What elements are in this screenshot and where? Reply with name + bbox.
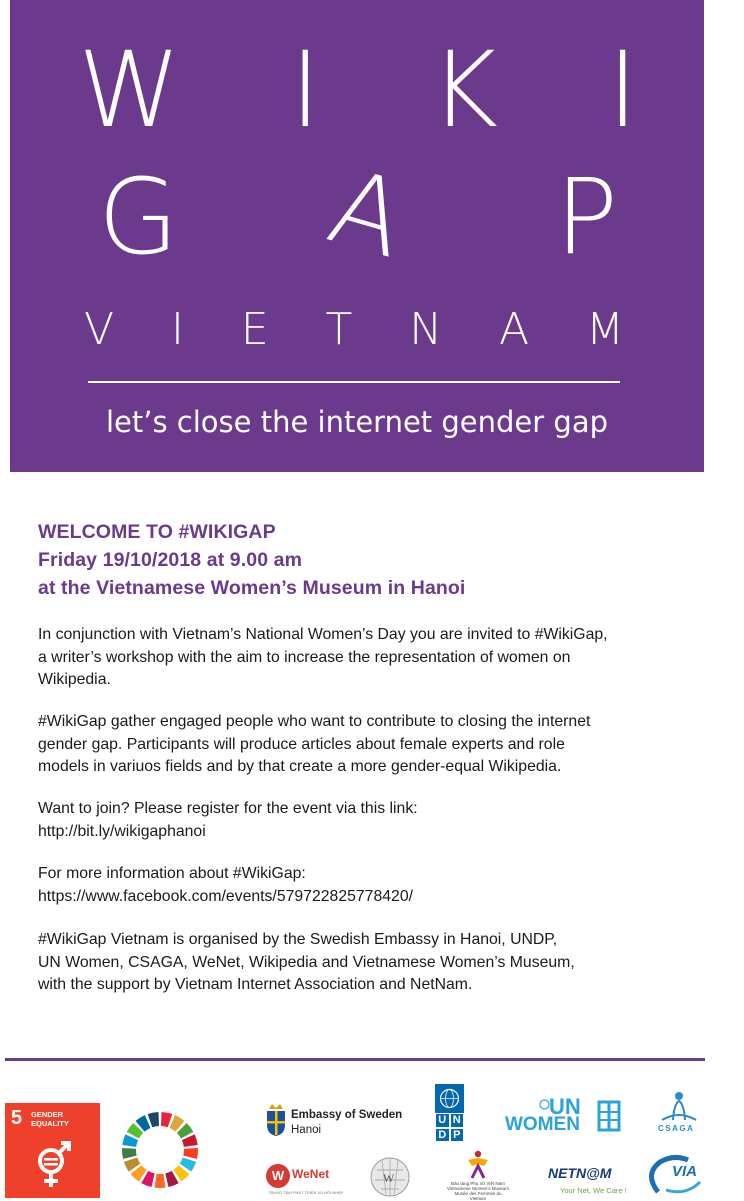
text-line: with the support by Vietnam Internet Association and NetNam.: [38, 976, 473, 993]
title-letter: P: [555, 156, 618, 278]
swedish-crest-icon: [264, 1103, 288, 1137]
undp-letter: D: [435, 1128, 450, 1143]
title-letter: A: [499, 304, 530, 355]
title-letter-tilted: A: [317, 144, 420, 282]
title-vietnam: [84, 304, 624, 356]
sdg-wheel-segment: [183, 1148, 198, 1159]
un-globe-icon: [438, 1087, 461, 1110]
text-line: #WikiGap Vietnam is organised by the Swedish Embassy in Hanoi, UNDP,: [38, 931, 558, 948]
heading-line: WELCOME TO #WIKIGAP: [38, 521, 276, 543]
banner-divider: [88, 381, 620, 383]
title-letter: I: [607, 29, 638, 151]
sdg-label: GENDER: [31, 1110, 64, 1119]
sdg-wheel-segment: [155, 1174, 166, 1188]
sweden-embassy-name: Embassy of Sweden: [291, 1109, 403, 1121]
title-gap: [78, 144, 638, 282]
museum-name: Bảo tàng Phụ nữ Việt Nam Vietnamese Women’s Museum Musée des Femmes du Vietnam: [446, 1181, 510, 1201]
text-line: Wikipedia.: [38, 671, 111, 688]
register-paragraph: [38, 798, 698, 843]
sdg-wheel-icon: [120, 1110, 200, 1190]
title-letter: G: [98, 156, 179, 278]
title-letter: I: [170, 304, 184, 355]
banner-tagline: let’s close the internet gender gap: [105, 405, 609, 439]
footer-divider: [5, 1058, 705, 1061]
netnam-tagline: Your Net, We Care !: [560, 1186, 627, 1195]
gender-equality-icon: [33, 1139, 73, 1191]
heading-line: Friday 19/10/2018 at 9.00 am: [38, 549, 303, 571]
facebook-event-link[interactable]: https://www.facebook.com/events/579722825778420/: [38, 887, 413, 905]
text-line: In conjunction with Vietnam’s National Women’s Day you are invited to #WikiGap,: [38, 626, 608, 643]
more-info-paragraph: [38, 863, 698, 908]
via-name: VIA: [672, 1163, 698, 1180]
sdg-label: EQUALITY: [31, 1119, 69, 1128]
csaga-figure-icon: [656, 1090, 702, 1124]
wenet-subtitle: TRUNG TÂM PHÁT TRIỂN VÀ HỘI NHẬP: [268, 1190, 344, 1195]
title-letter: V: [84, 304, 115, 355]
text-line: gender gap. Participants will produce articles about female experts and role: [38, 735, 565, 753]
un-women-line1: UN: [549, 1094, 581, 1119]
text-line: models in variuos fields and by that create a more gender-equal Wikipedia.: [38, 758, 562, 775]
undp-letter: N: [450, 1113, 465, 1128]
title-wiki: [78, 29, 638, 151]
text-line: For more information about #WikiGap:: [38, 865, 306, 882]
register-link[interactable]: http://bit.ly/wikigaphanoi: [38, 822, 206, 840]
title-letter: I: [290, 29, 321, 151]
sdg5-logo: [5, 1103, 100, 1198]
intro-paragraph: [38, 624, 698, 692]
title-letter: M: [585, 304, 624, 355]
un-women-line2: WOMEN: [505, 1114, 580, 1135]
text-line: UN Women, CSAGA, WeNet, Wikipedia and Vietnamese Women’s Museum,: [38, 953, 575, 971]
csaga-name: CSAGA: [658, 1124, 695, 1133]
title-letter: W: [78, 29, 181, 151]
museum-figure-icon: [462, 1150, 494, 1180]
sweden-embassy-city: Hanoi: [291, 1124, 322, 1136]
organisers-paragraph: [38, 929, 698, 997]
undp-letter: P: [450, 1128, 465, 1143]
sdg-wheel-segment: [161, 1112, 172, 1127]
about-paragraph: [38, 711, 698, 779]
via-swoosh-icon: [646, 1152, 706, 1196]
undp-letter: U: [435, 1113, 450, 1128]
event-heading: [38, 518, 465, 602]
wenet-mark: W: [266, 1164, 290, 1188]
heading-line: at the Vietnamese Women’s Museum in Hanoi: [38, 577, 466, 599]
text-line: #WikiGap gather engaged people who want to contribute to closing the internet: [38, 713, 591, 730]
text-line: a writer’s workshop with the aim to increase the representation of women on: [38, 648, 571, 666]
title-letter: T: [325, 304, 353, 355]
undp-logo: [435, 1084, 464, 1142]
un-women-mark-icon: [597, 1100, 621, 1132]
title-letter: K: [429, 29, 499, 151]
text-line: Want to join? Please register for the event via this link:: [38, 800, 418, 817]
wikipedia-globe-icon: [369, 1156, 411, 1198]
sdg-number: 5: [11, 1107, 23, 1129]
svg-text:W: W: [383, 1171, 395, 1185]
sdg-wheel-segment: [122, 1148, 137, 1159]
title-letter: N: [409, 304, 443, 355]
wenet-name: WeNet: [292, 1167, 330, 1181]
sdg-wheel-segment: [148, 1112, 159, 1127]
title-letter: E: [240, 304, 269, 355]
netnam-name: NETN@M: [548, 1165, 612, 1181]
